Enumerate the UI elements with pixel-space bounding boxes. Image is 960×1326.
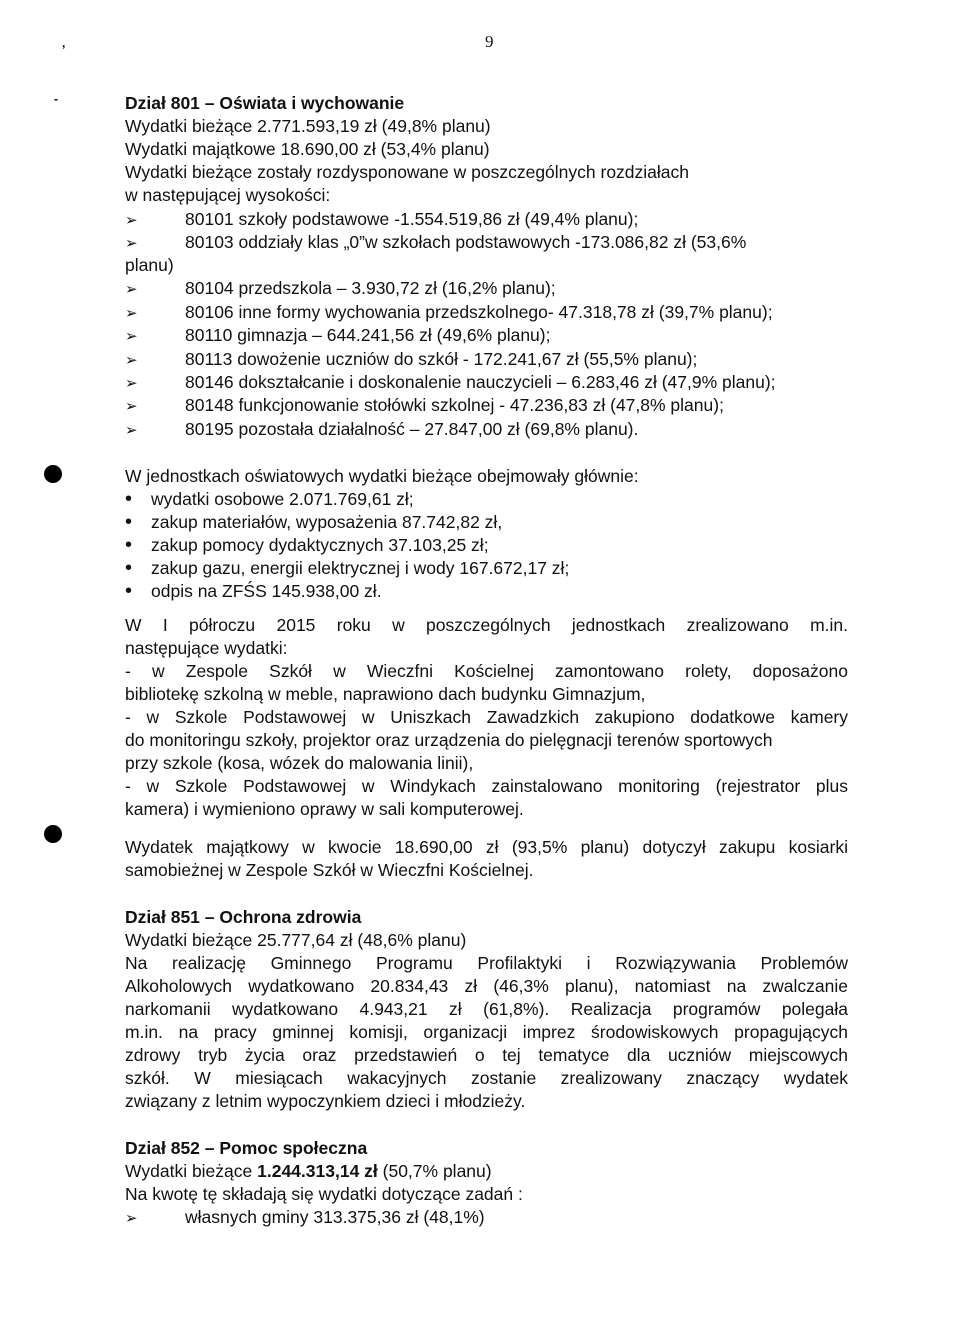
list-item: ➢ własnych gminy 313.375,36 zł (48,1%) (125, 1206, 485, 1230)
paragraph-line: m.in. na pracy gminnej komisji, organizacji imprez środowiskowych propagujących (125, 1022, 848, 1042)
section-852-heading: Dział 852 – Pomoc społeczna (125, 1138, 368, 1158)
section-851-current: Wydatki bieżące 25.777,64 zł (48,6% planu) (125, 930, 467, 950)
list-item: ➢ 80146 dokształcanie i doskonalenie nauczycieli – 6.283,46 zł (47,9% planu); (125, 371, 776, 395)
list-item: ➢ 80104 przedszkola – 3.930,72 zł (16,2% planu); (125, 277, 556, 301)
list-item-continuation: planu) (125, 255, 174, 275)
paragraph-line: przy szkole (kosa, wózek do malowania linii), (125, 753, 474, 773)
arrow-bullet-icon: ➢ (125, 328, 138, 345)
paragraph-line: Wydatek majątkowy w kwocie 18.690,00 zł (93,5% planu) dotyczył zakupu kosiarki (125, 837, 848, 857)
list-item: ➢ 80113 dowożenie uczniów do szkół - 172.241,67 zł (55,5% planu); (125, 348, 697, 372)
arrow-bullet-icon: ➢ (125, 1210, 138, 1227)
paragraph-line: związany z letnim wypoczynkiem dzieci i młodzieży. (125, 1091, 526, 1111)
margin-mark-dash: - (54, 92, 58, 106)
paragraph-line: Alkoholowych wydatkowano 20.834,43 zł (46,3% planu), natomiast na zwalczanie (125, 976, 848, 996)
arrow-bullet-icon: ➢ (125, 352, 138, 369)
arrow-bullet-icon: ➢ (125, 212, 138, 229)
paragraph-line: W I półroczu 2015 roku w poszczególnych jednostkach zrealizowano m.in. (125, 615, 848, 635)
paragraph-line: - w Szkole Podstawowej w Windykach zainstalowano monitoring (rejestrator plus (125, 776, 848, 796)
paragraph-line: Na realizację Gminnego Programu Profilaktyki i Rozwiązywania Problemów (125, 953, 848, 973)
list-item: • wydatki osobowe 2.071.769,61 zł; (125, 488, 414, 510)
paragraph-line: zdrowy tryb życia oraz przedstawień o tej tematyce dla uczniów miejscowych (125, 1045, 848, 1065)
section-801-intro: w następującej wysokości: (125, 185, 331, 205)
arrow-bullet-icon: ➢ (125, 375, 138, 392)
margin-mark-top: , (62, 36, 66, 50)
bullet-dot-icon: • (125, 534, 133, 556)
paragraph-line: kamera) i wymieniono oprawy w sali komputerowej. (125, 799, 524, 819)
list-item: • zakup gazu, energii elektrycznej i wody 167.672,17 zł; (125, 557, 570, 579)
punch-hole-lower (44, 825, 62, 843)
units-intro: W jednostkach oświatowych wydatki bieżące obejmowały głównie: (125, 466, 639, 486)
paragraph-line: szkół. W miesiącach wakacyjnych zostanie zrealizowany znaczący wydatek (125, 1068, 848, 1088)
punch-hole-upper (44, 465, 62, 483)
section-801-capital: Wydatki majątkowe 18.690,00 zł (53,4% planu) (125, 139, 490, 159)
paragraph-line: narkomanii wydatkowano 4.943,21 zł (61,8%). Realizacja programów polegała (125, 999, 848, 1019)
section-801-current: Wydatki bieżące 2.771.593,19 zł (49,8% planu) (125, 116, 491, 136)
bullet-dot-icon: • (125, 511, 133, 533)
section-852-current: Wydatki bieżące 1.244.313,14 zł (50,7% planu) (125, 1161, 492, 1181)
arrow-bullet-icon: ➢ (125, 398, 138, 415)
list-item: • odpis na ZFŚS 145.938,00 zł. (125, 580, 382, 602)
bullet-dot-icon: • (125, 557, 133, 579)
list-item: ➢ 80106 inne formy wychowania przedszkolnego- 47.318,78 zł (39,7% planu); (125, 301, 773, 325)
list-item: • zakup pomocy dydaktycznych 37.103,25 zł; (125, 534, 489, 556)
list-item: ➢ 80110 gimnazja – 644.241,56 zł (49,6% planu); (125, 324, 550, 348)
paragraph-line: do monitoringu szkoły, projektor oraz urządzenia do pielęgnacji terenów sportowych (125, 730, 773, 750)
arrow-bullet-icon: ➢ (125, 281, 138, 298)
bullet-dot-icon: • (125, 488, 133, 510)
section-852-intro: Na kwotę tę składają się wydatki dotyczące zadań : (125, 1184, 523, 1204)
arrow-bullet-icon: ➢ (125, 305, 138, 322)
list-item: • zakup materiałów, wyposażenia 87.742,82 zł, (125, 511, 503, 533)
paragraph-line: - w Zespole Szkół w Wieczfni Kościelnej zamontowano rolety, doposażono (125, 661, 848, 681)
bullet-dot-icon: • (125, 580, 133, 602)
list-item: ➢ 80101 szkoły podstawowe -1.554.519,86 zł (49,4% planu); (125, 208, 638, 232)
list-item: ➢ 80195 pozostała działalność – 27.847,00 zł (69,8% planu). (125, 418, 638, 442)
paragraph-line: następujące wydatki: (125, 638, 288, 658)
section-801-heading: Dział 801 – Oświata i wychowanie (125, 93, 405, 113)
paragraph-line: bibliotekę szkolną w meble, naprawiono dach budynku Gimnazjum, (125, 684, 646, 704)
paragraph-line: samobieżnej w Zespole Szkół w Wieczfni Kościelnej. (125, 860, 534, 880)
section-801-intro: Wydatki bieżące zostały rozdysponowane w poszczególnych rozdziałach (125, 162, 690, 182)
arrow-bullet-icon: ➢ (125, 235, 138, 252)
section-851-heading: Dział 851 – Ochrona zdrowia (125, 907, 362, 927)
page-number: 9 (485, 32, 494, 51)
list-item: ➢ 80103 oddziały klas „0”w szkołach podstawowych -173.086,82 zł (53,6% (125, 231, 746, 255)
paragraph-line: - w Szkole Podstawowej w Uniszkach Zawadzkich zakupiono dodatkowe kamery (125, 707, 848, 727)
arrow-bullet-icon: ➢ (125, 422, 138, 439)
list-item: ➢ 80148 funkcjonowanie stołówki szkolnej - 47.236,83 zł (47,8% planu); (125, 394, 724, 418)
